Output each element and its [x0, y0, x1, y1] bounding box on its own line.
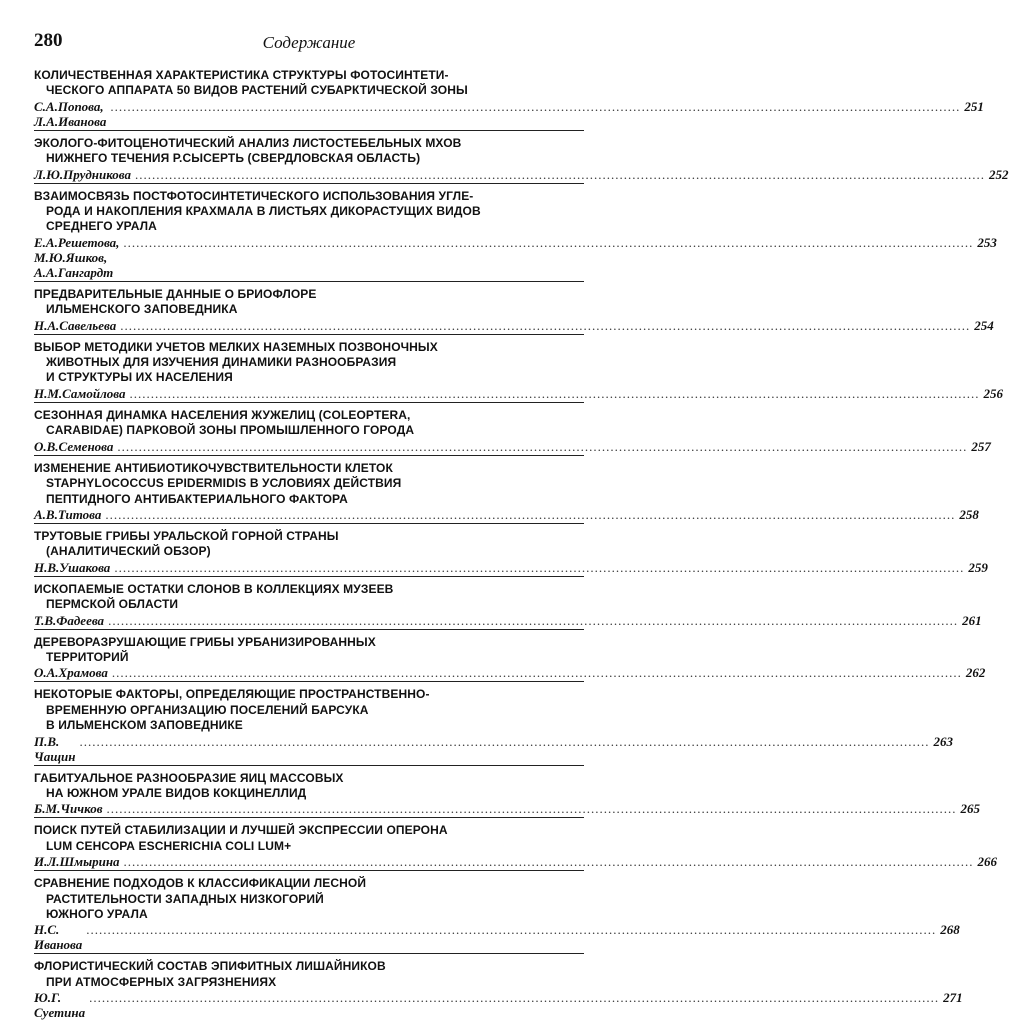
entry-title-line: ФЛОРИСТИЧЕСКИЙ СОСТАВ ЭПИФИТНЫХ ЛИШАЙНИКОВ	[34, 959, 386, 974]
toc-entry	[34, 634, 986, 683]
entry-author-row	[34, 612, 982, 630]
toc-entry	[34, 770, 980, 819]
dot-leader: ........................................................................................................................................................................................................	[114, 559, 965, 575]
entry-author-row	[34, 733, 953, 766]
entry-title-line: ЧЕСКОГО АППАРАТА 50 ВИДОВ РАСТЕНИЙ СУБАРКТИЧЕСКОЙ ЗОНЫ	[46, 83, 468, 98]
entry-page-number: 262	[965, 665, 986, 681]
entry-author-row	[34, 922, 960, 954]
entry-authors: И.Л.Шмырина	[34, 854, 120, 870]
entry-title-line: НА ЮЖНОМ УРАЛЕ ВИДОВ КОКЦИНЕЛЛИД	[46, 785, 307, 800]
entry-author-row	[34, 665, 986, 682]
entry-page-number: 253	[977, 234, 997, 250]
entry-page-number: 251	[964, 98, 984, 114]
toc-entry	[34, 407, 991, 456]
entry-page-number: 259	[968, 559, 988, 575]
entry-title-line: СРАВНЕНИЕ ПОДХОДОВ К КЛАССИФИКАЦИИ ЛЕСНОЙ	[34, 876, 367, 891]
toc-entry	[34, 460, 979, 524]
entry-author-row	[34, 98, 984, 131]
entry-title-line: ЭКОЛОГО-ФИТОЦЕНОТИЧЕСКИЙ АНАЛИЗ ЛИСТОСТЕБЕЛЬНЫХ МХОВ	[34, 135, 462, 150]
dot-leader: ........................................................................................................................................................................................................	[120, 317, 971, 333]
entry-title-line: КОЛИЧЕСТВЕННАЯ ХАРАКТЕРИСТИКА СТРУКТУРЫ ФОТОСИНТЕТИ-	[34, 68, 449, 82]
toc-entry	[34, 68, 984, 131]
toc-page	[34, 30, 1009, 1026]
toc-entry	[34, 286, 994, 335]
entry-authors: Л.Ю.Прудникова	[34, 166, 132, 182]
dot-leader: ........................................................................................................................................................................................................	[110, 98, 961, 114]
entry-title-line: ЖИВОТНЫХ ДЛЯ ИЗУЧЕНИЯ ДИНАМИКИ РАЗНООБРАЗИЯ	[46, 355, 397, 370]
entry-title-line: ПРЕДВАРИТЕЛЬНЫЕ ДАННЫЕ О БРИОФЛОРЕ	[34, 286, 317, 301]
entry-page-number: 268	[940, 922, 960, 938]
entry-title-line: ТЕРРИТОРИЙ	[46, 649, 129, 664]
entry-title-line: ПЕРМСКОЙ ОБЛАСТИ	[46, 597, 179, 612]
dot-leader: ........................................................................................................................................................................................................	[106, 801, 957, 817]
entry-title-line: РАСТИТЕЛЬНОСТИ ЗАПАДНЫХ НИЗКОГОРИЙ	[46, 891, 324, 906]
entry-authors: Н.М.Самойлова	[34, 385, 126, 401]
toc-entry	[34, 339, 1003, 403]
entry-author-row	[34, 801, 980, 818]
dot-leader: ........................................................................................................................................................................................................	[111, 665, 962, 681]
entry-page-number: 254	[974, 317, 994, 333]
toc-entry	[34, 823, 998, 871]
entry-title-line: НЕКОТОРЫЕ ФАКТОРЫ, ОПРЕДЕЛЯЮЩИЕ ПРОСТРАНСТВЕННО-	[34, 687, 430, 702]
entry-title-line: РОДА И НАКОПЛЕНИЯ КРАХМАЛА В ЛИСТЬЯХ ДИКОРАСТУЩИХ ВИДОВ	[46, 204, 481, 219]
entry-title-line: НИЖНЕГО ТЕЧЕНИЯ Р.СЫСЕРТЬ (СВЕРДЛОВСКАЯ ОБЛАСТЬ)	[46, 151, 421, 166]
entry-author-row	[34, 990, 963, 1021]
entry-page-number: 256	[983, 385, 1003, 401]
entry-title-line: СЕЗОННАЯ ДИНАМКА НАСЕЛЕНИЯ ЖУЖЕЛИЦ (COLEOPTERA,	[34, 407, 411, 422]
entry-authors: Н.А.Савельева	[34, 317, 117, 333]
entry-authors: П.В. Чащин	[34, 733, 76, 764]
toc-entry	[34, 581, 982, 630]
entry-title-line: ЮЖНОГО УРАЛА	[46, 907, 148, 921]
entry-title-line: STAPHYLOCOCCUS EPIDERMIDIS В УСЛОВИЯХ ДЕЙСТВИЯ	[46, 476, 402, 491]
running-head: Содержание	[262, 33, 356, 52]
entry-title-line: ВЫБОР МЕТОДИКИ УЧЕТОВ МЕЛКИХ НАЗЕМНЫХ ПОЗВОНОЧНЫХ	[34, 339, 438, 354]
dot-leader: ........................................................................................................................................................................................................	[117, 438, 968, 454]
entry-author-row	[34, 559, 988, 577]
entry-page-number: 261	[962, 612, 982, 628]
entry-title-line: ПОИСК ПУТЕЙ СТАБИЛИЗАЦИИ И ЛУЧШЕЙ ЭКСПРЕССИИ ОПЕРОНА	[34, 823, 448, 838]
entry-authors: О.В.Семенова	[34, 438, 114, 454]
entry-author-row	[34, 854, 998, 871]
entry-author-row	[34, 506, 979, 524]
entry-page-number: 257	[971, 438, 991, 454]
dot-leader: ........................................................................................................................................................................................................	[105, 506, 956, 522]
entry-authors: Т.В.Фадеева	[34, 612, 105, 628]
dot-leader: ........................................................................................................................................................................................................	[108, 612, 959, 628]
toc-entry	[34, 135, 1009, 184]
entry-title-line: ИЛЬМЕНСКОГО ЗАПОВЕДНИКА	[46, 302, 238, 317]
entry-title-line: ГАБИТУАЛЬНОЕ РАЗНООБРАЗИЕ ЯИЦ МАССОВЫХ	[34, 770, 344, 785]
toc-entry	[34, 876, 960, 954]
page-number: 280	[34, 30, 63, 51]
entry-title-line: ТРУТОВЫЕ ГРИБЫ УРАЛЬСКОЙ ГОРНОЙ СТРАНЫ	[34, 528, 339, 543]
dot-leader: ........................................................................................................................................................................................................	[89, 990, 940, 1006]
dot-leader: ........................................................................................................................................................................................................	[123, 854, 974, 870]
toc-entries	[34, 68, 1009, 1021]
entry-authors: Н.В.Ушакова	[34, 559, 111, 575]
entry-author-row	[34, 234, 997, 282]
entry-authors: А.В.Титова	[34, 506, 102, 522]
entry-title-line: И СТРУКТУРЫ ИХ НАСЕЛЕНИЯ	[46, 370, 233, 385]
entry-authors: Б.М.Чичков	[34, 801, 103, 817]
toc-entry	[34, 687, 953, 765]
entry-authors: Ю.Г. Суетина	[34, 990, 86, 1021]
dot-leader: ........................................................................................................................................................................................................	[86, 922, 937, 938]
entry-page-number: 258	[959, 506, 979, 522]
entry-title-line: В ИЛЬМЕНСКОМ ЗАПОВЕДНИКЕ	[46, 718, 243, 733]
dot-leader: ........................................................................................................................................................................................................	[123, 234, 974, 250]
dot-leader: ........................................................................................................................................................................................................	[129, 385, 980, 401]
entry-title-line: LUM СЕНСОРА ESCHERICHIA COLI LUM+	[46, 838, 292, 853]
dot-leader: ........................................................................................................................................................................................................	[135, 166, 986, 182]
entry-authors: О.А.Храмова	[34, 665, 108, 681]
entry-author-row	[34, 317, 994, 335]
entry-title-line: ВРЕМЕННУЮ ОРГАНИЗАЦИЮ ПОСЕЛЕНИЙ БАРСУКА	[46, 702, 369, 717]
entry-page-number: 271	[943, 990, 963, 1006]
entry-page-number: 252	[989, 166, 1009, 182]
entry-title-line: ИЗМЕНЕНИЕ АНТИБИОТИКОЧУВСТВИТЕЛЬНОСТИ КЛЕТОК	[34, 460, 393, 475]
entry-title-line: CARABIDAE) ПАРКОВОЙ ЗОНЫ ПРОМЫШЛЕННОГО ГОРОДА	[46, 423, 415, 438]
entry-author-row	[34, 166, 1009, 184]
dot-leader: ........................................................................................................................................................................................................	[79, 733, 930, 749]
entry-author-row	[34, 385, 1003, 403]
entry-title-line: ИСКОПАЕМЫЕ ОСТАТКИ СЛОНОВ В КОЛЛЕКЦИЯХ МУЗЕЕВ	[34, 581, 394, 596]
toc-entry	[34, 528, 988, 577]
entry-title-line: (АНАЛИТИЧЕСКИЙ ОБЗОР)	[46, 544, 211, 559]
toc-entry	[34, 959, 963, 1021]
entry-page-number: 263	[933, 733, 953, 749]
entry-title-line: ВЗАИМОСВЯЗЬ ПОСТФОТОСИНТЕТИЧЕСКОГО ИСПОЛЬЗОВАНИЯ УГЛЕ-	[34, 188, 474, 203]
toc-entry	[34, 188, 997, 282]
page-header	[34, 30, 584, 66]
entry-author-row	[34, 438, 991, 456]
entry-title-line: ДЕРЕВОРАЗРУШАЮЩИЕ ГРИБЫ УРБАНИЗИРОВАННЫХ	[34, 634, 376, 649]
entry-authors: С.А.Попова, Л.А.Иванова	[34, 98, 107, 129]
entry-authors: Е.А.Решетова, М.Ю.Яшков, А.А.Гангардт	[34, 234, 120, 280]
entry-page-number: 265	[960, 801, 980, 817]
entry-title-line: ПЕПТИДНОГО АНТИБАКТЕРИАЛЬНОГО ФАКТОРА	[46, 491, 348, 506]
entry-page-number: 266	[977, 854, 998, 870]
entry-authors: Н.С. Иванова	[34, 922, 83, 953]
entry-title-line: ПРИ АТМОСФЕРНЫХ ЗАГРЯЗНЕНИЯХ	[46, 974, 277, 989]
entry-title-line: СРЕДНЕГО УРАЛА	[46, 219, 157, 234]
